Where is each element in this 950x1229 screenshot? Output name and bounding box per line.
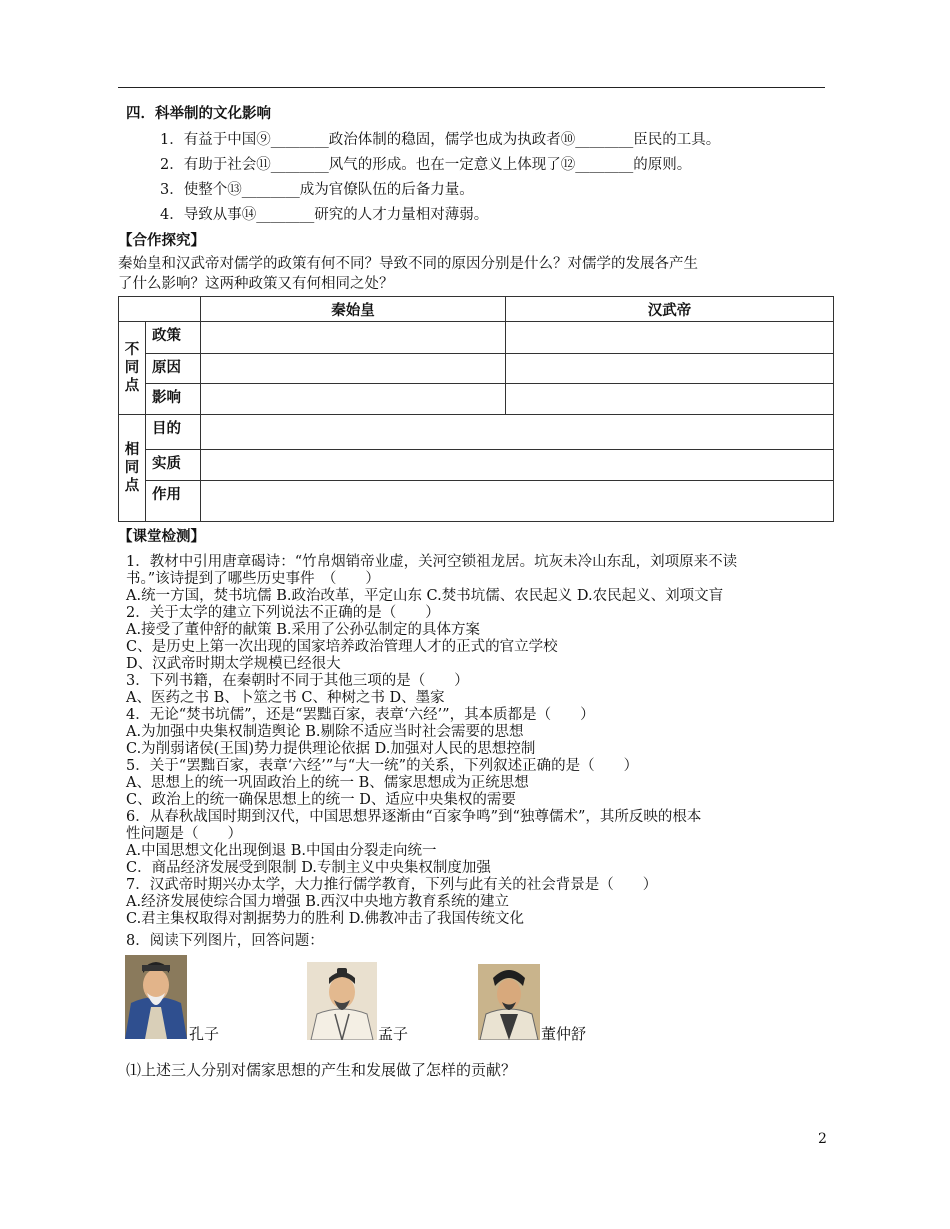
group-label-differences: 不 同 点: [119, 322, 146, 415]
section-item: 3．使整个⑬________成为官僚队伍的后备力量。: [160, 182, 474, 198]
test-line: 5．关于“罢黜百家，表章‘六经’”与“大一统”的关系，下列叙述正确的是（ ）: [126, 758, 639, 774]
test-line: C、政治上的统一确保思想上的统一 D、适应中央集权的需要: [126, 792, 516, 808]
test-line: 书。”该诗提到了哪些历史事件 （ ）: [126, 571, 380, 587]
portrait-caption-confucius: 孔子: [189, 1025, 220, 1043]
test-line: 8．阅读下列图片，回答问题：: [126, 933, 324, 949]
test-line: C.为削弱诸侯(王国)势力提供理论依据 D.加强对人民的思想控制: [126, 741, 536, 757]
comparison-table: [118, 296, 834, 522]
test-line: 3．下列书籍，在秦朝时不同于其他三项的是（ ）: [126, 673, 469, 689]
table-corner: [119, 297, 201, 322]
test-line: C、是历史上第一次出现的国家培养政治管理人才的正式的官立学校: [126, 639, 558, 655]
test-line: 4．无论“焚书坑儒”，还是“罢黜百家，表章‘六经’”，其本质都是（ ）: [126, 707, 595, 723]
test-line: A、医药之书 B、卜筮之书 C、种树之书 D、墨家: [126, 690, 445, 706]
col-header-han: 汉武帝: [506, 297, 834, 322]
section-item: 4．导致从事⑭________研究的人才力量相对薄弱。: [160, 207, 489, 223]
inquiry-question: 了什么影响？这两种政策又有何相同之处？: [118, 276, 394, 292]
answer-cell[interactable]: [506, 354, 834, 384]
row-label-reason: 原因: [146, 354, 201, 384]
test-line: A.接受了董仲舒的献策 B.采用了公孙弘制定的具体方案: [126, 622, 480, 638]
inquiry-heading: 【合作探究】: [118, 233, 205, 249]
section-item: 1．有益于中国⑨________政治体制的稳固，儒学也成为执政者⑩________臣民的工具。: [160, 132, 721, 148]
portrait-caption-mencius: 孟子: [378, 1025, 409, 1043]
test-heading: 【课堂检测】: [118, 529, 205, 545]
row-label-policy: 政策: [146, 322, 201, 354]
answer-cell[interactable]: [201, 481, 834, 522]
test-line: D、汉武帝时期太学规模已经很大: [126, 656, 341, 672]
page-number: 2: [818, 1131, 827, 1147]
col-header-qin: 秦始皇: [201, 297, 506, 322]
answer-cell[interactable]: [201, 450, 834, 481]
section-title: 四．科举制的文化影响: [126, 106, 271, 122]
answer-cell[interactable]: [506, 384, 834, 415]
sub-question: ⑴上述三人分别对儒家思想的产生和发展做了怎样的贡献？: [126, 1061, 517, 1079]
header-rule: [118, 87, 825, 88]
confucius-portrait-image: [125, 955, 187, 1039]
row-label-purpose: 目的: [146, 415, 201, 450]
test-line: C.君主集权取得对割据势力的胜利 D.佛教冲击了我国传统文化: [126, 911, 525, 927]
test-line: C．商品经济发展受到限制 D.专制主义中央集权制度加强: [126, 860, 491, 876]
row-label-impact: 影响: [146, 384, 201, 415]
answer-cell[interactable]: [201, 354, 506, 384]
row-label-function: 作用: [146, 481, 201, 522]
test-line: 7．汉武帝时期兴办太学，大力推行儒学教育，下列与此有关的社会背景是（ ）: [126, 877, 658, 893]
test-line: 6．从春秋战国时期到汉代，中国思想界逐渐由“百家争鸣”到“独尊儒术”，其所反映的根本: [126, 809, 702, 825]
test-line: A.中国思想文化出现倒退 B.中国由分裂走向统一: [126, 843, 437, 859]
test-line: A.统一方国，焚书坑儒 B.政治改革，平定山东 C.焚书坑儒、农民起义 D.农民起义、刘项文盲: [126, 588, 724, 604]
answer-cell[interactable]: [201, 384, 506, 415]
test-line: A.为加强中央集权制造舆论 B.剔除不适应当时社会需要的思想: [126, 724, 524, 740]
test-line: A、思想上的统一巩固政治上的统一 B、儒家思想成为正统思想: [126, 775, 529, 791]
answer-cell[interactable]: [201, 415, 834, 450]
dong-zhongshu-portrait-image: [478, 964, 540, 1040]
row-label-essence: 实质: [146, 450, 201, 481]
mencius-portrait-image: [307, 962, 377, 1040]
section-item: 2．有助于社会⑪________风气的形成。也在一定意义上体现了⑫________的原则。: [160, 157, 692, 173]
portrait-caption-dong-zhongshu: 董仲舒: [541, 1025, 587, 1043]
answer-cell[interactable]: [201, 322, 506, 354]
inquiry-question: 秦始皇和汉武帝对儒学的政策有何不同？导致不同的原因分别是什么？对儒学的发展各产生: [118, 256, 698, 272]
test-line: 性问题是（ ）: [126, 826, 242, 842]
test-line: 1．教材中引用唐章碣诗：“竹帛烟销帝业虚，关河空锁祖龙居。坑灰未冷山东乱，刘项原来不读: [126, 554, 738, 570]
answer-cell[interactable]: [506, 322, 834, 354]
test-line: 2．关于太学的建立下列说法不正确的是（ ）: [126, 605, 440, 621]
group-label-similarities: 相 同 点: [119, 415, 146, 522]
test-line: A.经济发展使综合国力增强 B.西汉中央地方教育系统的建立: [126, 894, 509, 910]
